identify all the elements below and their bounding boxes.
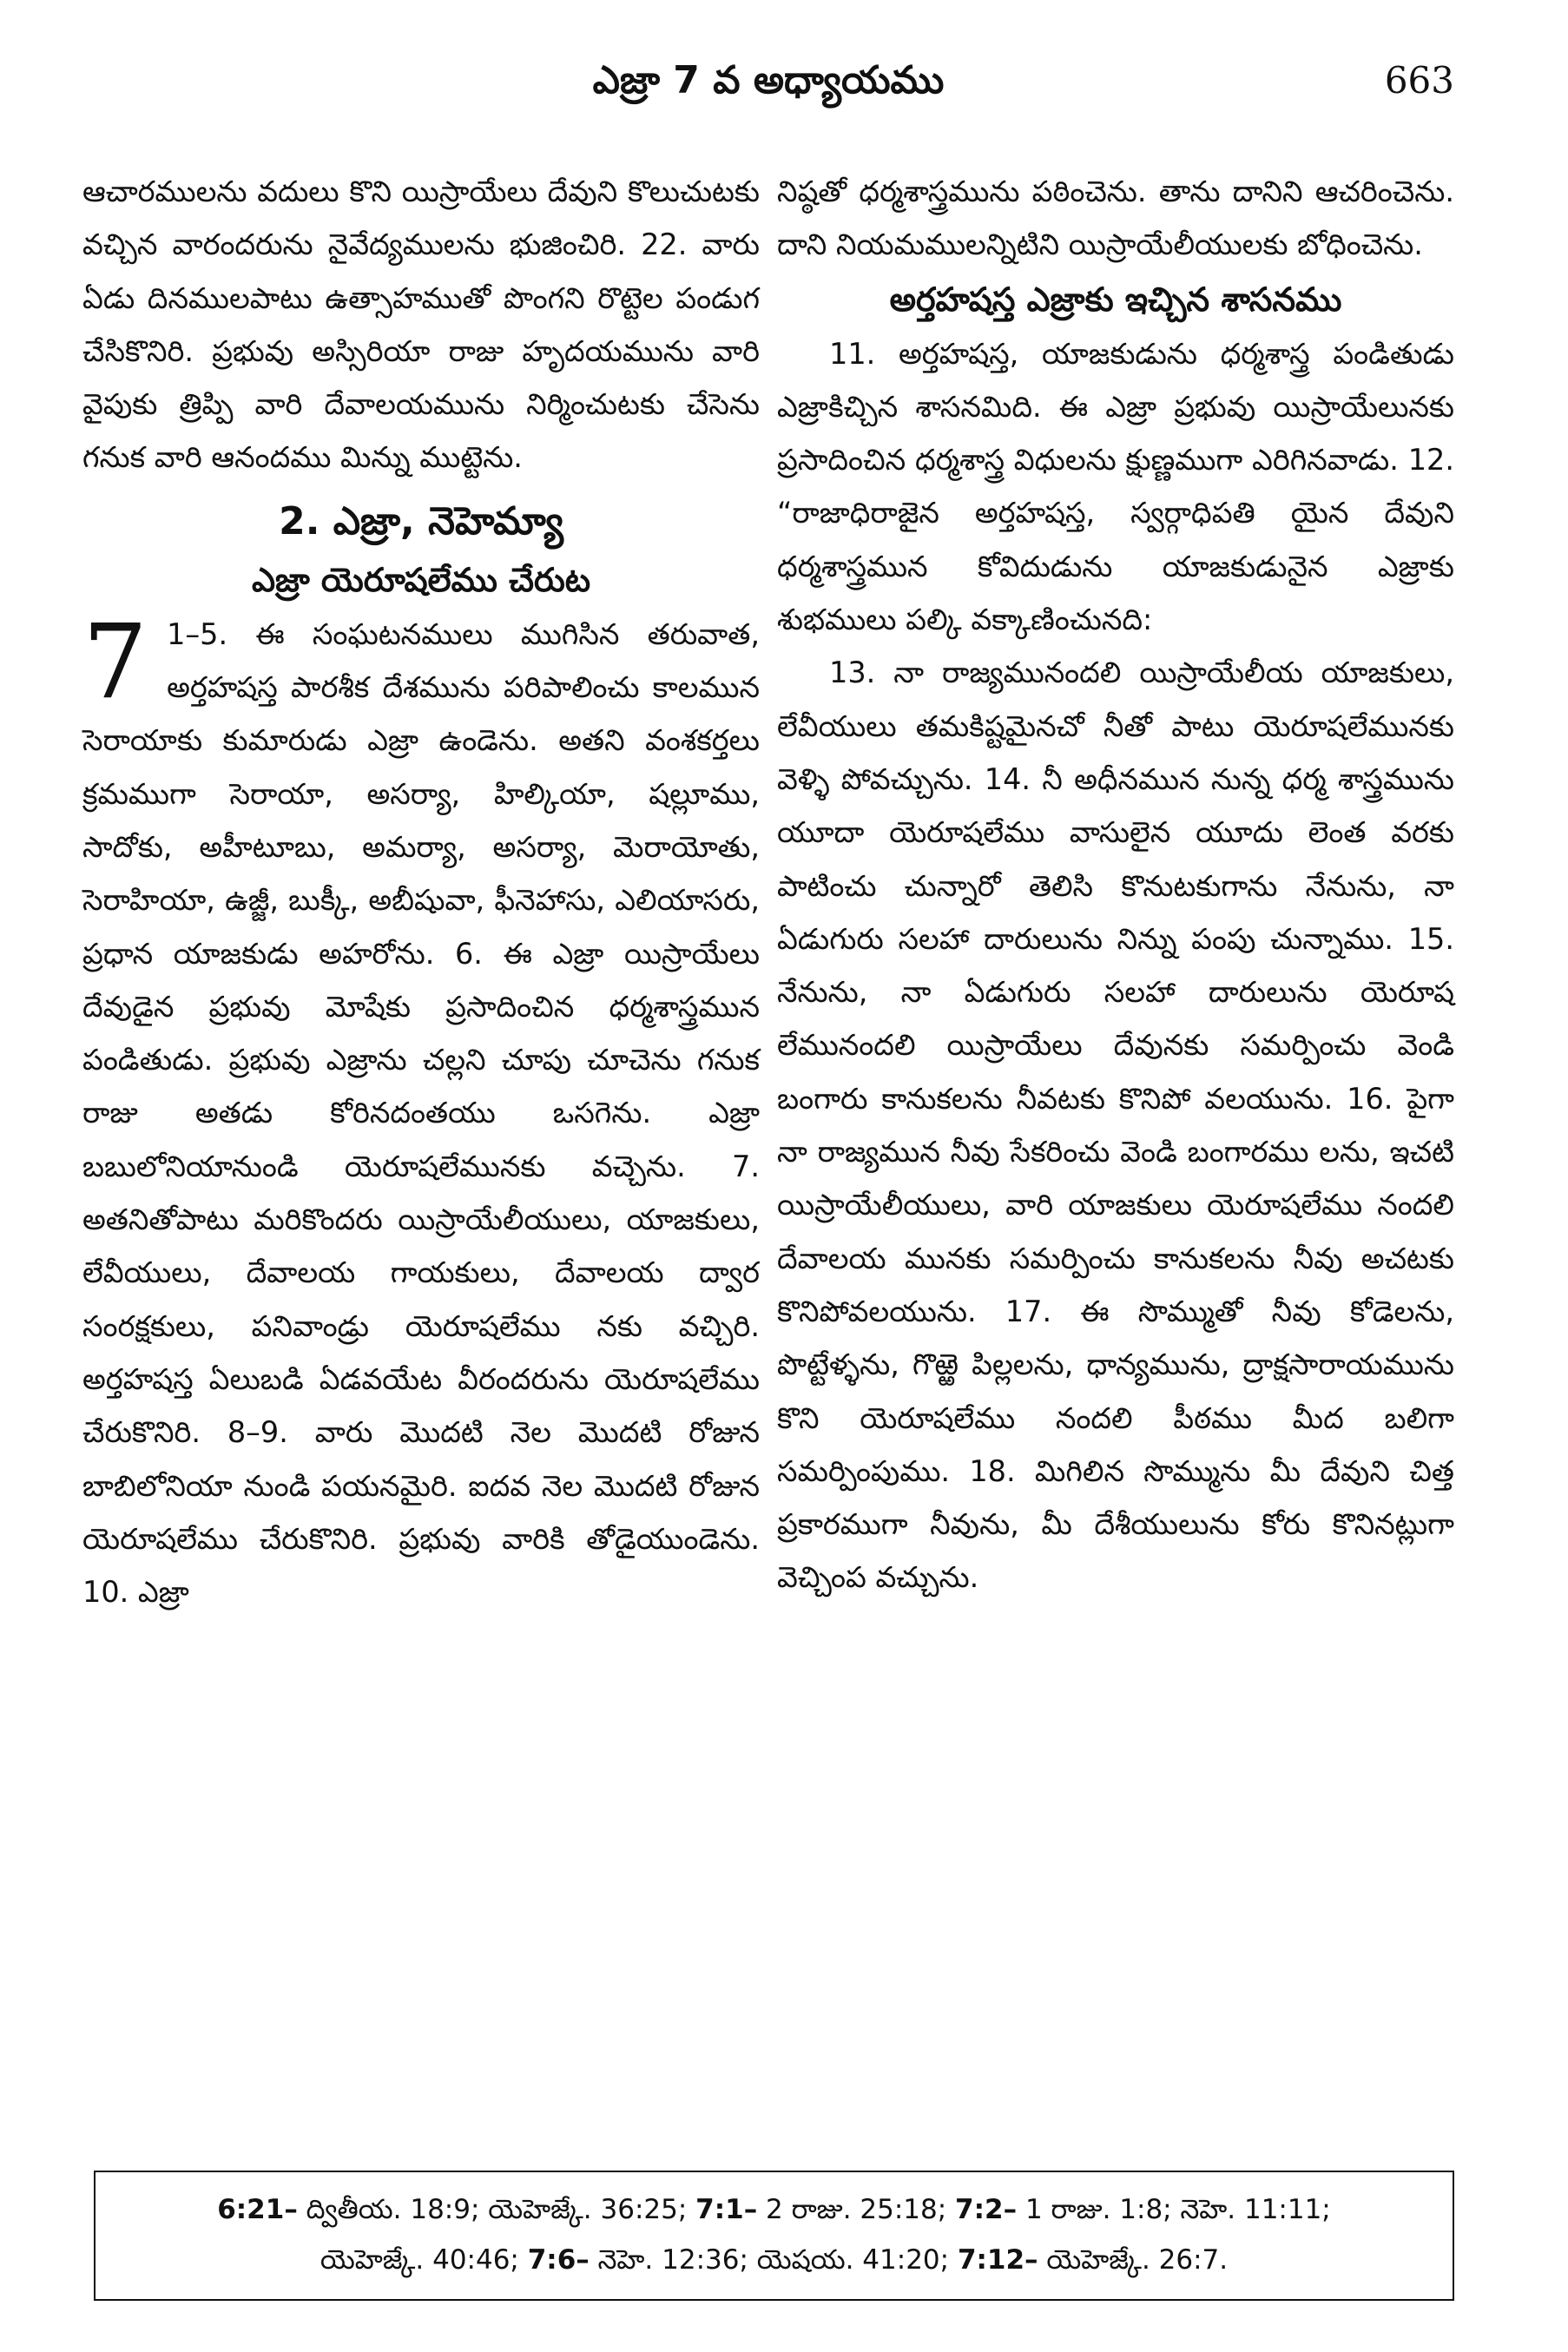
footnote-text: 2 రాజు. 25:18; (757, 2194, 956, 2225)
footnote-line (96, 2184, 1453, 2235)
page-number: 663 (1384, 59, 1454, 102)
footnote-text: ద్వితీయ. 18:9; యెహెజ్కే. 36:25; (297, 2194, 696, 2225)
running-title: ఎజ్రా 7 వ అధ్యాయము (592, 58, 945, 102)
footnote-line (96, 2235, 1453, 2285)
paragraph-continuation: ఆచారములను వదులు కొని యిస్రాయేలు దేవుని కొలుచుటకు వచ్చిన వారందరును నైవేద్యములను భుజించిరి. 22. వారు ఏడు దినములపాటు ఉత్సాహముతో పొంగని రొట్టెల పండుగ చేసికొనిరి. ప్రభువు అస్సిరియా రాజు హృదయమును వారి వైపుకు త్రిప్పి వారి దేవాలయమును నిర్మించుటకు చేసెను గనుక వారి ఆనందము మిన్ను ముట్టెను. (82, 175, 760, 475)
footnote-ref: 6:21– (217, 2194, 298, 2225)
footnote-text: నెహె. 12:36; యెషయ. 41:20; (589, 2244, 958, 2276)
footnote-ref: 7:1– (695, 2194, 758, 2225)
right-column (777, 165, 1454, 1604)
chapter-paragraph (82, 601, 761, 1619)
paragraph-text: 1–5. ఈ సంఘటనములు ముగిసిన తరువాత, అర్తహషస్త పారశీక దేశమును పరిపాలించు కాలమున సెరాయాకు కుమారుడు ఎజ్రా ఉండెను. అతని వంశకర్తలు క్రమముగా సెరాయా, అసర్యా, హిల్కియా, షల్లూము, సాదోకు, అహీటూబు, అమర్యా, అసర్యా, మెరాయోతు, సెరాహియా, ఉజ్జీ, బుక్కీ, అబీషువా, ఫీనెహాసు, ఎలియాసరు, ప్రధాన యాజకుడు అహరోను. 6. ఈ ఎజ్రా యిస్రాయేలు దేవుడైన ప్రభువు మోషేకు ప్రసాదించిన ధర్మశాస్త్రమున పండితుడు. ప్రభువు ఎజ్రాను చల్లని చూపు చూచెను గనుక రాజు అతడు కోరినదంతయు ఒసగెను. ఎజ్రా బబులోనియానుండి యెరూషలేమునకు వచ్చెను. 7. అతనితోపాటు మరికొందరు యిస్రాయేలీయులు, యాజకులు, లేవీయులు, దేవాలయ గాయకులు, దేవాలయ ద్వార సంరక్షకులు, పనివాండ్రు యెరూషలేము నకు వచ్చిరి. అర్తహషస్త ఏలుబడి ఏడవయేట వీరందరును యెరూషలేము చేరుకొనిరి. 8–9. వారు మొదటి నెల మొదటి రోజున బాబిలోనియా నుండి పయనమైరి. ఐదవ నెల మొదటి రోజున యెరూషలేము చేరుకొనిరి. ప్రభువు వారికి తోడైయుండెను. 10. ఎజ్రా (82, 616, 761, 1610)
paragraph-continuation: నిష్ఠతో ధర్మశాస్త్రమును పఠించెను. తాను దానిని ఆచరించెను. దాని నియమములన్నిటిని యిస్రాయేలీయులకు బోధించెను. (777, 175, 1454, 262)
sub-heading: అర్తహషస్త ఎజ్రాకు ఇచ్చిన శాసనము (889, 280, 1342, 319)
chapter-number: 7 (82, 601, 148, 721)
paragraph-text: 13. నా రాజ్యమునందలి యిస్రాయేలీయ యాజకులు, లేవీయులు తమకిష్టమైనచో నీతో పాటు యెరూషలేమునకు వెళ్ళి పోవచ్చును. 14. నీ అధీనమున నున్న ధర్మ శాస్త్రమును యూదా యెరూషలేము వాసులైన యూదు లెంత వరకు పాటించు చున్నారో తెలిసి కొనుటకుగాను నేనును, నా ఏడుగురు సలహా దారులును నిన్ను పంపు చున్నాము. 15. నేనును, నా ఏడుగురు సలహా దారులును యెరూష లేమునందలి యిస్రాయేలు దేవునకు సమర్పించు వెండి బంగారు కానుకలను నీవటకు కొనిపో వలయును. 16. పైగా నా రాజ్యమున నీవు సేకరించు వెండి బంగారము లను, ఇచటి యిస్రాయేలీయులు, వారి యాజకులు యెరూషలేము నందలి దేవాలయ మునకు సమర్పించు కానుకలను నీవు అచటకు కొనిపోవలయును. 17. ఈ సొమ్ముతో నీవు కోడెలను, పొట్టేళ్ళను, గొఱ్ఱె పిల్లలను, ధాన్యమును, ద్రాక్షసారాయమును కొని యెరూషలేము నందలి పీఠము మీద బలిగా సమర్పింపుము. 18. మిగిలిన సొమ్మును మీ దేవుని చిత్త ప్రకారముగా నీవును, మీ దేశీయులును కోరు కొనినట్లుగా వెచ్చింప వచ్చును. (777, 656, 1454, 1595)
section-heading: 2. ఎజ్రా, నెహెమ్యా (279, 498, 563, 544)
paragraph-text: 11. అర్తహషస్త, యాజకుడును ధర్మశాస్త్ర పండితుడు ఎజ్రాకిచ్చిన శాసనమిది. ఈ ఎజ్రా ప్రభువు యిస్రాయేలునకు ప్రసాదించిన ధర్మశాస్త్ర విధులను క్షుణ్ణముగా ఎరిగినవాడు. 12. “రాజాధిరాజైన అర్తహషస్త, స్వర్గాధిపతి యైన దేవుని ధర్మశాస్త్రమున కోవిదుడును యాజకుడునైన ఎజ్రాకు శుభములు పల్కి వక్కాణించునది: (777, 336, 1454, 637)
sub-heading: ఎజ్రా యెరూషలేము చేరుట (251, 560, 591, 599)
left-column (82, 165, 760, 1618)
footnote-text: యెహెజ్కే. 26:7. (1038, 2244, 1229, 2276)
footnote-ref: 7:2– (955, 2194, 1018, 2225)
footnote-box (94, 2171, 1454, 2301)
footnote-ref: 7:12– (957, 2244, 1038, 2276)
page-header (82, 50, 1454, 111)
footnote-text: 1 రాజు. 1:8; నెహె. 11:11; (1017, 2194, 1331, 2225)
footnote-ref: 7:6– (527, 2244, 590, 2276)
footnote-text: యెహెజ్కే. 40:46; (320, 2244, 528, 2276)
